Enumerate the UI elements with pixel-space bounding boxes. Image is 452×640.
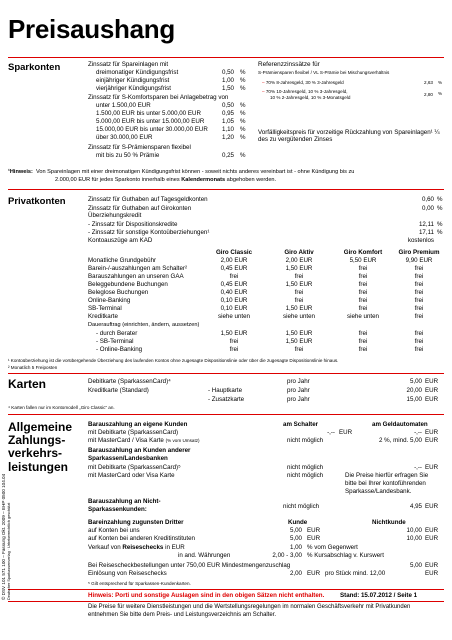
table-row-label: Monatliche Grundgebühr [88, 257, 157, 264]
andere-debit-schalter: nicht möglich [287, 464, 324, 471]
reiseschecks-fx-text: % Kursabschlag v. Kurswert [307, 552, 384, 559]
eigene-row-debit: mit Debitkarte (SparkassenCard) [88, 429, 179, 436]
privatkonten-label: Kontoauszüge am KAD [88, 237, 153, 244]
andere-credit-auto-3: Sparkasse/Landesbank. [345, 488, 412, 495]
table-cell: 1,50 EUR [220, 330, 248, 337]
sparkonten-value: 0,50 [221, 69, 234, 76]
table-cell: frei [294, 346, 304, 353]
reiseschecks-fx-value: 2,00 - 3,00 [272, 552, 302, 559]
table-cell: frei [414, 305, 424, 312]
sparkonten-unit: % [240, 85, 246, 92]
table-cell: siehe unten [347, 313, 379, 320]
ref-value-2: 2,80 [424, 92, 433, 97]
eigene-credit-schalter: nicht möglich [287, 437, 324, 444]
table-cell: 2,00 EUR [285, 257, 313, 264]
table-cell: 0,45 EUR [220, 265, 248, 272]
privatkonten-unit: % [437, 196, 443, 203]
table-cell: siehe unten [283, 313, 315, 320]
karten-unit: EUR [425, 387, 439, 394]
sparkonten-unit: % [240, 126, 246, 133]
table-column-header: Giro Premium [398, 249, 440, 256]
table-cell: frei [294, 297, 304, 304]
sparkonten-value: 1,00 [221, 77, 234, 84]
karten-unit: EUR [425, 378, 439, 385]
eigene-debit-schalter: -,-- [327, 429, 335, 436]
privatkonten-label: - Zinssatz für Dispositionskredite [88, 221, 178, 228]
einloesung-reiseschecks: Einlösung von Reiseschecks [88, 570, 167, 577]
bareinzahlung-label: auf Konten bei anderen Kreditinstituten [88, 535, 195, 542]
footer-hinweis: Hinweis: Porti und sonstige Auslagen sind in den obigen Sätzen nicht enthalten. [88, 592, 325, 599]
andere-debit-auto-unit: EUR [425, 464, 439, 471]
table-cell: frei [358, 338, 368, 345]
table-cell: 5,50 EUR [349, 257, 377, 264]
table-row-label: Beleglose Buchungen [88, 289, 149, 296]
table-cell: frei [229, 346, 239, 353]
eigene-row-credit: mit MasterCard / Visa Karte (% vom Umsatz) [88, 437, 200, 444]
karten-unit: EUR [425, 396, 439, 403]
col-kunde: Kunde [288, 519, 308, 526]
nichtkunden-unit: EUR [425, 503, 439, 510]
sparkonten-unit: % [240, 110, 246, 117]
table-row-label: Kreditkarte [88, 313, 118, 320]
karten-period: pro Jahr [287, 378, 310, 385]
col-am-geldautomaten: am Geldautomaten [372, 421, 428, 428]
bareinzahlung-nichtkunde-unit: EUR [425, 527, 439, 534]
bareinzahlung-kunde-unit: EUR [307, 527, 321, 534]
sparkonten-label: 1.500,00 EUR bis unter 5.000,00 EUR [96, 110, 201, 117]
bareinzahlung-nichtkunde: 10,00 [406, 535, 422, 542]
table-cell: frei [358, 297, 368, 304]
karten-period: pro Jahr [287, 396, 310, 403]
einloesung-min-unit: EUR [425, 570, 439, 577]
table-cell: frei [229, 273, 239, 280]
privatkonten-label: Zinssatz für Guthaben auf Girokonten [88, 205, 192, 212]
hinweis-sparkonten: ¹Hinweis: Von Spareinlagen mit einer dreimonatigen Kündigungsfrist können - soweit nichts anderes vereinbart ist - ohne Kündigung bis zu [8, 169, 355, 175]
zahlung-footnote: ⁵ Gilt entsprechend für Sparkassen-Kundenkarten. [88, 581, 191, 586]
table-cell: 0,10 EUR [220, 297, 248, 304]
privatkonten-unit: % [437, 221, 443, 228]
eigene-debit-auto-unit: EUR [425, 429, 439, 436]
sparkonten-unit: % [240, 118, 246, 125]
table-cell: frei [358, 289, 368, 296]
privatkonten-value: 12,11 [418, 221, 434, 228]
privatkonten-footnote-2: ² Monatlich 5 Freiposten [8, 365, 58, 370]
bareinzahlung-label: auf Konten bei uns [88, 527, 140, 534]
sparkonten-unit: % [240, 69, 246, 76]
sparkonten-value: 1,10 [221, 126, 234, 133]
divider [8, 57, 444, 58]
karten-sublabel: - Hauptkarte [208, 387, 243, 394]
table-cell: frei [414, 346, 424, 353]
sparkonten-label: unter 1.500,00 EUR [96, 102, 151, 109]
table-cell: 2,00 EUR [220, 257, 248, 264]
sparkonten-value: 0,25 [221, 152, 234, 159]
table-row-label: - durch Berater [96, 330, 138, 337]
eigene-debit-schalter-unit: EUR [339, 429, 353, 436]
divider [8, 601, 444, 602]
table-cell: frei [414, 265, 424, 272]
privatkonten-value: 0,00 [421, 205, 434, 212]
divider [8, 414, 444, 415]
andere-credit-auto: Die Preise hierfür erfragen Sie [345, 472, 429, 479]
sparkonten-unit: % [240, 134, 246, 141]
table-row-label: - Online-Banking [96, 346, 143, 353]
table-cell: 1,50 EUR [285, 305, 313, 312]
table-cell: frei [294, 273, 304, 280]
table-cell: 9,90 EUR [405, 257, 433, 264]
section-heading-privatkonten: Privatkonten [8, 196, 66, 207]
hinweis-sparkonten-cont: 2.000,00 EUR für jedes Sparkonto innerhalb eines Kalendermonats abgehoben werden. [55, 177, 277, 183]
footer-text-1: Die Preise für weitere Dienstleistungen und die Wertstellungsregelungen im normalen Geschäftsverkehr mit Privatkunden [88, 604, 411, 610]
andere-kunden-heading-cont: Sparkassen/Landesbanken [88, 455, 168, 462]
reiseschecks-fx: in and. Währungen [178, 552, 231, 559]
ref-sub: S-Prämiensparen flexibel / VL S-Prämie bei Mischungsverhältnis [258, 70, 390, 75]
table-cell: frei [358, 330, 368, 337]
sparkonten-label: Zinssatz für Spareinlagen mit [88, 61, 169, 68]
reiseschecks-eur-value: 1,00 [289, 544, 302, 551]
ref-row-2: – 70% 10-Jahresgeld, 10 % 3-Jahresgeld, [262, 89, 348, 94]
einloesung-min: pro Stück mind. 12,00 [325, 570, 386, 577]
privatkonten-unit: % [437, 229, 443, 236]
bareinzahlung-heading: Bareinzahlung zugunsten Dritter [88, 519, 184, 526]
section-heading-zahlungsverkehr: Allgemeine Zahlungs- verkehrs- leistungen [8, 420, 73, 474]
table-cell: frei [358, 273, 368, 280]
nichtkunden-heading-cont: Sparkassenkunden: [88, 506, 147, 513]
table-column-header: Giro Komfort [343, 249, 383, 256]
side-copyright: © DSV 101 571 100 – Fassung Okt. 2009 – EHP 0500 104.04 Deutscher Sparkassenverlag · Urheberrechtlich geschützt [1, 473, 11, 600]
eigene-credit-auto-unit: EUR [425, 437, 439, 444]
bareinzahlung-nichtkunde: 10,00 [406, 527, 422, 534]
sparkonten-label: 15.000,00 EUR bis unter 30.000,00 EUR [96, 126, 208, 133]
mindestmengenzuschlag-unit: EUR [425, 562, 439, 569]
table-cell: siehe unten [218, 313, 250, 320]
table-row-label: SB-Terminal [88, 305, 122, 312]
karten-period: pro Jahr [287, 387, 310, 394]
table-cell: frei [414, 338, 424, 345]
vorfaelligkeit-note: Vorfälligkeitspreis für vorzeitige Rückzahlung von Spareinlagen¹ ¼ des zu vergütenden Zinses [258, 129, 440, 144]
table-cell: frei [358, 305, 368, 312]
andere-row-debit: mit Debitkarte (SparkassenCard)⁵ [88, 464, 181, 471]
privatkonten-footnote-1: ¹ Kontoüberziehung ist die vorübergehende Überziehung des laufenden Kontos ohne zugesagte Dispositionslinie oder über die zugesagte Dispositionslinie hinaus. [8, 358, 339, 363]
reiseschecks-eur: Verkauf von Reiseschecks in EUR [88, 544, 185, 551]
bareinzahlung-kunde: 5,00 [289, 535, 302, 542]
andere-kunden-heading: Barauszahlung an Kunden anderer [88, 447, 191, 454]
table-cell: frei [414, 281, 424, 288]
table-cell: frei [358, 265, 368, 272]
page-title: Preisaushang [8, 14, 175, 44]
reiseschecks-eur-text: % vom Gegenwert [307, 544, 358, 551]
ref-unit-1: % [438, 80, 443, 85]
sparkonten-label: Zinssatz für S-Komfortsparen bei Anlagebetrag von [88, 94, 229, 101]
sparkonten-label: einjähriger Kündigungsfrist [96, 77, 170, 84]
table-cell: 1,50 EUR [285, 265, 313, 272]
sparkonten-label: vierjähriger Kündigungsfrist [96, 85, 171, 92]
mindestmengenzuschlag-value: 5,00 [409, 562, 422, 569]
einloesung-unit: EUR [307, 570, 321, 577]
ref-heading: Referenzzinssätze für [258, 61, 320, 68]
ref-unit-2: % [438, 91, 443, 96]
table-row-label: Barein-/-auszahlungen am Schalter² [88, 265, 188, 272]
mindestmengenzuschlag: Bei Reisescheckbestellungen unter 750,00 EUR Mindestmengenzuschlag [88, 562, 291, 569]
table-cell: frei [414, 297, 424, 304]
privatkonten-label: Zinssatz für Guthaben auf Tagesgeldkonten [88, 196, 208, 203]
sparkonten-value: 1,50 [221, 85, 234, 92]
eigene-debit-auto: -,-- [414, 429, 422, 436]
section-heading-sparkonten: Sparkonten [8, 62, 61, 73]
privatkonten-unit: % [437, 205, 443, 212]
sparkonten-label: Zinssatz für S-Prämiensparen flexibel [88, 144, 191, 151]
table-cell: frei [414, 330, 424, 337]
table-cell: 1,50 EUR [285, 281, 313, 288]
bareinzahlung-kunde: 5,00 [289, 527, 302, 534]
ref-value-1: 2,63 [424, 80, 433, 85]
karten-sublabel: - Zusatzkarte [208, 396, 245, 403]
table-row-label: Online-Banking [88, 297, 131, 304]
sparkonten-label: 5.000,00 EUR bis unter 15.000,00 EUR [96, 118, 205, 125]
sparkonten-value: 0,95 [221, 110, 234, 117]
karten-label: Kreditkarte (Standard) [88, 387, 149, 394]
col-nichtkunde: Nichtkunde [372, 519, 406, 526]
privatkonten-value: 17,11 [418, 229, 434, 236]
privatkonten-value: kostenlos [407, 237, 434, 244]
footer-text-2: entnehmen Sie bitte dem Preis- und Leistungsverzeichnis am Schalter. [88, 612, 277, 618]
karten-value: 5,00 [409, 378, 422, 385]
sparkonten-value: 1,20 [221, 134, 234, 141]
bareinzahlung-nichtkunde-unit: EUR [425, 535, 439, 542]
nichtkunden-value: 4,95 [409, 503, 422, 510]
sparkonten-unit: % [240, 77, 246, 84]
section-heading-karten: Karten [8, 377, 47, 391]
table-column-header: Giro Classic [215, 249, 253, 256]
bareinzahlung-kunde-unit: EUR [307, 535, 321, 542]
table-cell: frei [229, 338, 239, 345]
table-row-label: Beleggebundene Buchungen [88, 281, 168, 288]
divider [8, 589, 444, 590]
dauerauftrag-label: Dauerauftrag (einrichten, ändern, aussetzen) [88, 322, 200, 328]
sparkonten-label: dreimonatiger Kündigungsfrist [96, 69, 179, 76]
table-cell: frei [294, 289, 304, 296]
table-row-label: - SB-Terminal [96, 338, 134, 345]
karten-label: Debitkarte (SparkassenCard)⁴ [88, 378, 171, 385]
eigene-credit-auto: 2 %, mind. 5,00 [379, 437, 422, 444]
table-cell: frei [414, 313, 424, 320]
sparkonten-label: über 30.000,00 EUR [96, 134, 153, 141]
ref-row-1: – 70% 8-Jahresgeld, 30 % 3-Jahresgeld [262, 80, 344, 85]
karten-footnote: ⁴ Karten fallen nur im Kontomodell „Giro Classic“ an. [8, 405, 115, 410]
privatkonten-label: Überziehungskredit [88, 212, 142, 219]
einloesung-value: 2,00 [289, 570, 302, 577]
sparkonten-value: 1,05 [221, 118, 234, 125]
table-cell: frei [414, 273, 424, 280]
privatkonten-value: 0,60 [421, 196, 434, 203]
karten-value: 15,00 [406, 396, 422, 403]
karten-value: 20,00 [406, 387, 422, 394]
table-cell: 0,45 EUR [220, 281, 248, 288]
ref-row-2-cont: 10 % 2-Jahresgeld, 10 % 3-Monatsgeld [270, 95, 351, 100]
table-cell: frei [358, 281, 368, 288]
table-cell: 0,10 EUR [220, 305, 248, 312]
eigene-kunden-heading: Barauszahlung an eigene Kunden [88, 421, 188, 428]
table-cell: 0,40 EUR [220, 289, 248, 296]
divider [8, 373, 444, 374]
table-cell: 1,50 EUR [285, 338, 313, 345]
sparkonten-unit: % [240, 152, 246, 159]
col-am-schalter: am Schalter [283, 421, 319, 428]
table-cell: frei [414, 289, 424, 296]
footer-stand: Stand: 15.07.2012 / Seite 1 [340, 592, 418, 599]
sparkonten-value: 0,50 [221, 102, 234, 109]
table-column-header: Giro Aktiv [284, 249, 314, 256]
privatkonten-label: - Zinssatz für sonstige Kontoüberziehungen¹ [88, 229, 210, 236]
andere-debit-auto: -,-- [414, 464, 422, 471]
andere-credit-schalter: nicht möglich [287, 472, 324, 479]
andere-row-credit: mit MasterCard oder Visa Karte [88, 472, 175, 479]
nichtkunden-heading: Barauszahlung an Nicht- [88, 498, 161, 505]
sparkonten-unit: % [240, 102, 246, 109]
table-cell: frei [358, 346, 368, 353]
andere-credit-auto-2: bitte bei Ihrer kontoführenden [345, 480, 426, 487]
sparkonten-label: mit bis zu 50 % Prämie [96, 152, 160, 159]
nichtkunden-schalter: nicht möglich [283, 503, 320, 510]
table-cell: 1,50 EUR [285, 330, 313, 337]
table-row-label: Barauszahlungen an unseren GAA [88, 273, 184, 280]
divider [8, 189, 444, 190]
